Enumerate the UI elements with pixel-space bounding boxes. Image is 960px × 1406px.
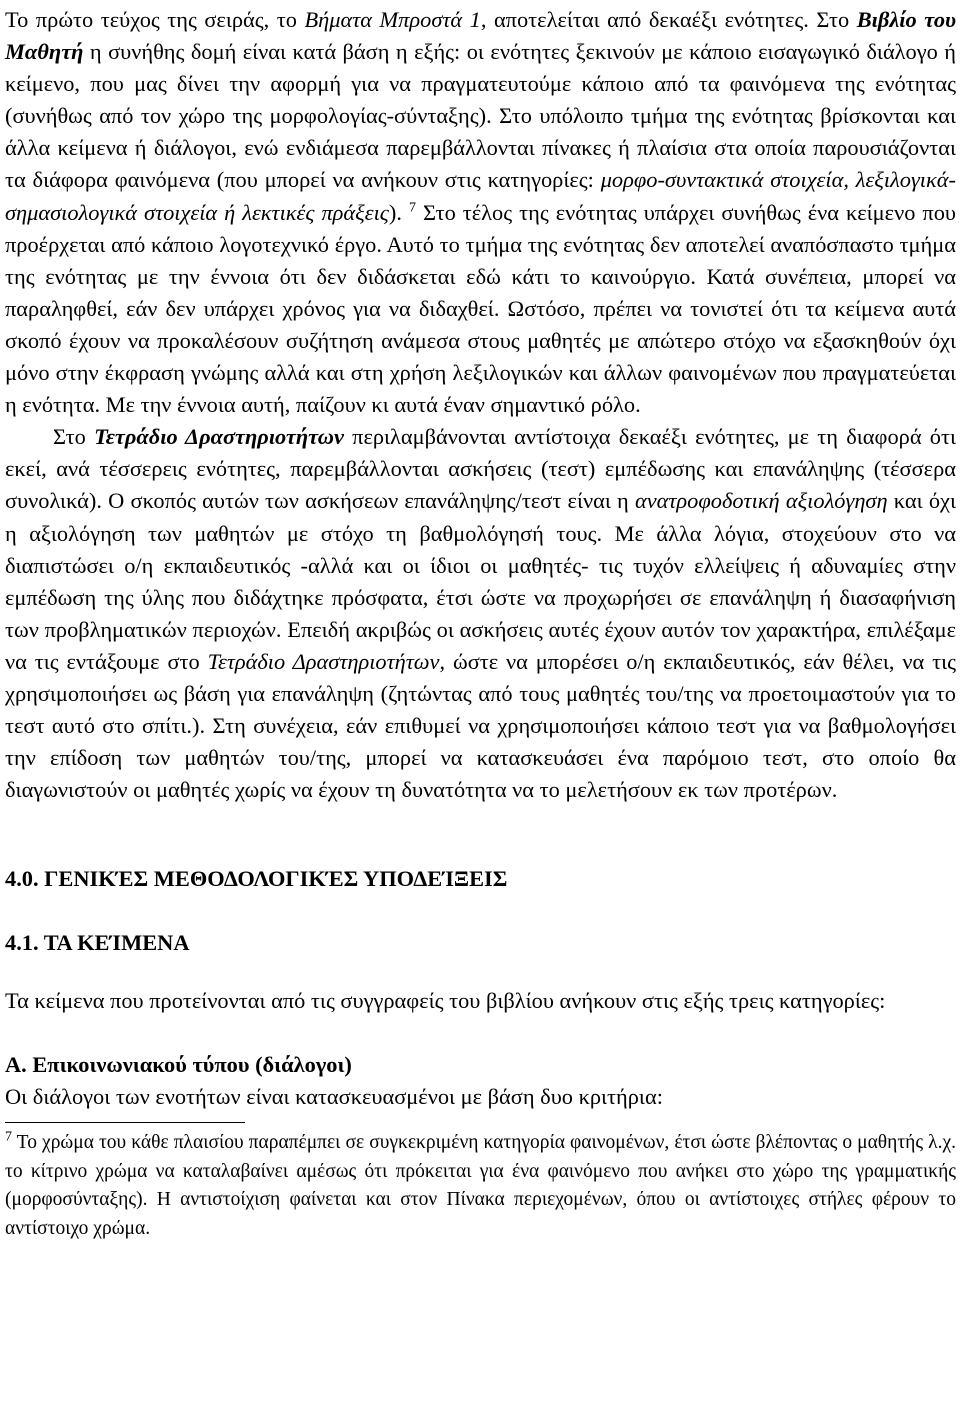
category-a-heading — [5, 1049, 956, 1081]
workbook-title: Τετράδιο Δραστηριοτήτων — [94, 424, 344, 450]
text-run: η συνήθης δομή είναι κατά βάση η εξής: οι ενότητες ξεκινούν με κάποιο εισαγωγικό διάλογο ή κείμενο, που μας δίνει την αφορμή για να πραγματευτούμε κάποιο από τα φαινόμενα της ενότητας (συνήθως από τον χώρο της μορφολογίας-σύνταξης). Στο υπόλοιπο τμήμα της ενότητας βρίσκονται και άλλα κείμενα ή διάλογοι, ενώ ενδιάμεσα παρεμβάλλονται πίνακες ή πλαίσια στα οποία παρουσιάζονται τα διάφορα φαινόμενα (που μπορεί να ανήκουν στις κατηγορίες: — [5, 39, 956, 193]
paragraph-category-a: Οι διάλογοι των ενοτήτων είναι κατασκευασμένοι με βάση δυο κριτήρια: — [5, 1083, 663, 1109]
text-run: Το πρώτο τεύχος της σειράς, το — [5, 7, 305, 32]
footnote — [5, 1129, 956, 1244]
text-run: Στο — [53, 424, 95, 450]
text-run: περιλαμβάνονται αντίστοιχα δεκαέξι ενότητες, με τη διαφορά ότι εκεί, ανά τέσσερεις ενότητες, παρεμβάλλονται ασκήσεις (τεστ) εμπέδωσης και επανάληψης (τέσσερα συνολικά). Ο σκοπός αυτών των ασκήσεων επανάληψης/τεστ είναι η — [5, 424, 957, 514]
footnote-separator — [5, 1122, 245, 1123]
text-run: , αποτελείται από δεκαέξι ενότητες. Στο — [480, 7, 857, 32]
text-run: ). — [388, 199, 409, 225]
subsection-heading: 4.1. ΤΑ ΚΕΊΜΕΝΑ — [5, 930, 190, 956]
footnote-reference: 7 — [408, 200, 416, 216]
footnote-text: Το χρώμα του κάθε πλαισίου παραπέμπει σε συγκεκριμένη κατηγορία φαινομένων, έτσι ώστε βλέποντας ο μαθητής λ.χ. το κίτρινο χρώμα να καταλαβαίνει αμέσως ότι πρόκειται για ένα φαινόμενο που ανήκει στο χώρο της γραμματικής (μορφοσύνταξης). Η αντιστοίχιση φαίνεται και στον Πίνακα περιεχομένων, όπου οι αντίστοιχες στήλες φέρουν το αντίστοιχο χρώμα. — [5, 1131, 956, 1240]
text-run: και όχι η αξιολόγηση των μαθητών με στόχο τη βαθμολόγησή τους. Με άλλα λόγια, στοχεύουν στο να διαπιστώσει ο/η εκπαιδευτικός -αλλά και οι ίδιοι οι μαθητές- τις τυχόν ελλείψεις ή αδυναμίες στην εμπέδωση της ύλης που διδάχτηκε πρόσφατα, έτσι ώστε να προχωρήσει σε επανάληψη ή διασαφήνιση των προβληματικών περιοχών. Επειδή ακριβώς οι ασκήσεις αυτές έχουν αυτόν τον χαρακτήρα, επιλέξαμε να τις εντάξουμε στο — [5, 488, 956, 674]
paragraph-book-structure — [5, 4, 956, 421]
text-run: , ώστε να μπορέσει ο/η εκπαιδευτικός, εάν θέλει, να τις χρησιμοποιήσει ως βάση για επανάληψη (ζητώντας από τους μαθητές του/της να προετοιμαστούν για το τεστ αυτό στο σπίτι.). Στη συνέχεια, εάν επιθυμεί να χρησιμοποιήσει κάποιο τεστ για να βαθμολογήσει την επίδοση των μαθητών του/της, μπορεί να κατασκευάσει ένα παρόμοιο τεστ, στο οποίο θα διαγωνιστούν οι μαθητές χωρίς να έχουν τη δυνατότητα να το μελετήσουν εκ των προτέρων. — [5, 648, 956, 803]
paragraph-workbook — [5, 421, 956, 806]
text-run: Στο τέλος της ενότητας υπάρχει συνήθως ένα κείμενο που προέρχεται από κάποιο λογοτεχνικό έργο. Αυτό το τμήμα της ενότητας δεν αποτελεί αναπόσπαστο τμήμα της ενότητας με την έννοια ότι δεν διδάσκεται εδώ κάτι το καινούργιο. Κατά συνέπεια, μπορεί να παραληφθεί, εάν δεν υπάρχει χρόνος για να διδαχθεί. Ωστόσο, πρέπει να τονιστεί ότι τα κείμενα αυτά σκοπό έχουν να προκαλέσουν συζήτηση ανάμεσα στους μαθητές με απώτερο στόχο να εξασκηθούν όχι μόνο στην έκφραση γνώμης αλλά και στη χρήση λεξιλογικών και άλλων φαινομένων που πραγματεύεται η ενότητα. Με την έννοια αυτή, παίζουν κι αυτά έναν σημαντικό ρόλο. — [5, 199, 957, 418]
section-heading: 4.0. ΓΕΝΙΚΈΣ ΜΕΘΟΔΟΛΟΓΙΚΈΣ ΥΠΟΔΕΊΞΕΙΣ — [5, 866, 508, 892]
footnote-number: 7 — [5, 1129, 12, 1145]
series-title: Βήματα Μπροστά 1 — [304, 7, 481, 32]
workbook-title: Τετράδιο Δραστηριοτήτων — [207, 648, 440, 674]
feedback-assessment-term: ανατροφοδοτική αξιολόγηση — [634, 488, 888, 514]
category-a-title: Α. Επικοινωνιακού τύπου (διάλογοι) — [5, 1051, 352, 1077]
paragraph-texts-intro: Τα κείμενα που προτείνονται από τις συγγραφείς του βιβλίου ανήκουν στις εξής τρεις κατηγορίες: — [5, 987, 886, 1013]
category-list: μορφο-συντακτικά στοιχεία, λεξιλογικά-σημασιολογικά στοιχεία ή λεκτικές πράξεις — [5, 167, 956, 225]
student-book-title: Βιβλίο του Μαθητή — [5, 7, 956, 65]
